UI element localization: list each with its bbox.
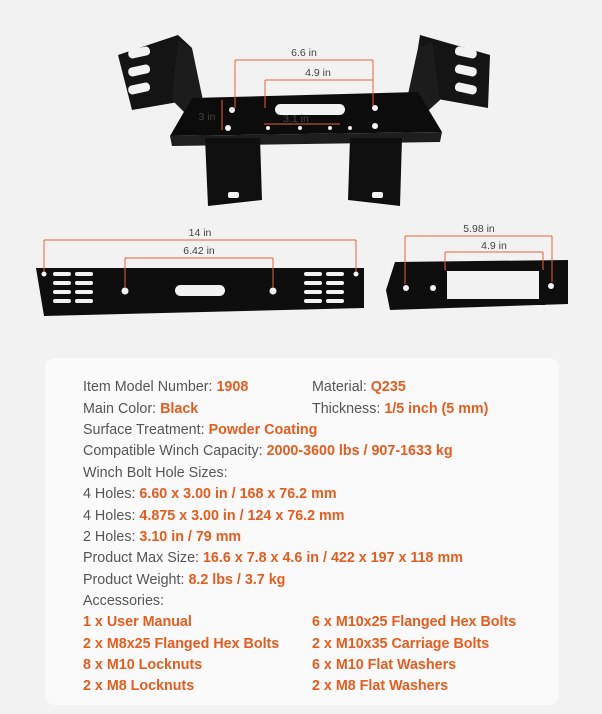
accessory-item: 2 x M8 Flat Washers: [312, 678, 449, 694]
accessory-item: 2 x M8 Locknuts: [83, 678, 195, 694]
spec-main-color: [83, 401, 198, 417]
spec-holes-1: [83, 486, 337, 502]
spec-value: 1908: [216, 379, 249, 395]
spec-label: 4 Holes:: [83, 508, 140, 524]
accessory-item: 8 x M10 Locknuts: [83, 657, 203, 673]
spec-value: 3.10 in / 79 mm: [139, 529, 242, 545]
spec-label: 4 Holes:: [83, 486, 140, 502]
dim-plate-width: 14 in: [188, 227, 212, 239]
spec-surface: [83, 422, 317, 438]
dim-top-height: 3 in: [198, 111, 216, 123]
spec-value: 1/5 inch (5 mm): [384, 401, 489, 417]
dim-plate-holes: 6.42 in: [183, 245, 215, 257]
spec-value: 8.2 lbs / 3.7 kg: [188, 572, 286, 588]
spec-thickness: [312, 401, 488, 417]
spec-label: Product Weight:: [83, 572, 189, 588]
spec-max-size: [83, 550, 463, 566]
spec-label: Surface Treatment:: [83, 422, 209, 438]
spec-value: 6.60 x 3.00 in / 168 x 76.2 mm: [139, 486, 337, 502]
dim-small-width: 5.98 in: [463, 223, 495, 235]
spec-weight: [83, 572, 285, 588]
spec-label: Thickness:: [312, 401, 385, 417]
spec-label: Accessories:: [83, 593, 165, 609]
spec-label: Main Color:: [83, 401, 161, 417]
spec-label: Item Model Number:: [83, 379, 217, 395]
spec-value: 16.6 x 7.8 x 4.6 in / 422 x 197 x 118 mm: [202, 550, 463, 566]
bracket-small-view: [386, 223, 568, 310]
accessory-item: 6 x M10x25 Flanged Hex Bolts: [312, 614, 517, 630]
spec-label: 2 Holes:: [83, 529, 140, 545]
spec-value: 2000-3600 lbs / 907-1633 kg: [266, 443, 453, 459]
spec-bolt-hole-heading: [83, 465, 228, 481]
spec-label: Product Max Size:: [83, 550, 203, 566]
spec-holes-3: [83, 529, 241, 545]
bracket-plate-view: [36, 227, 364, 316]
spec-value: 4.875 x 3.00 in / 124 x 76.2 mm: [139, 508, 345, 524]
dim-top-inner: 4.9 in: [305, 67, 331, 79]
accessory-item: 2 x M8x25 Flanged Hex Bolts: [83, 636, 280, 652]
spec-holes-2: [83, 508, 345, 524]
spec-value: Powder Coating: [208, 422, 318, 438]
spec-item-model: [83, 379, 248, 395]
accessory-item: 6 x M10 Flat Washers: [312, 657, 457, 673]
dim-small-inner: 4.9 in: [481, 240, 507, 252]
spec-value: Q235: [370, 379, 406, 395]
dim-top-outer: 6.6 in: [291, 47, 317, 59]
accessory-item: 1 x User Manual: [83, 614, 192, 630]
product-diagram: [0, 0, 602, 345]
spec-capacity: [83, 443, 453, 459]
spec-label: Material:: [312, 379, 371, 395]
spec-material: [312, 379, 406, 395]
spec-value: Black: [160, 401, 199, 417]
bracket-top-view: [118, 35, 490, 206]
spec-accessories-heading: [83, 593, 164, 609]
accessory-item: 2 x M10x35 Carriage Bolts: [312, 636, 490, 652]
spec-label: Compatible Winch Capacity:: [83, 443, 267, 459]
spec-label: Winch Bolt Hole Sizes:: [83, 465, 228, 481]
dim-top-slot: 3.1 in: [283, 113, 309, 125]
